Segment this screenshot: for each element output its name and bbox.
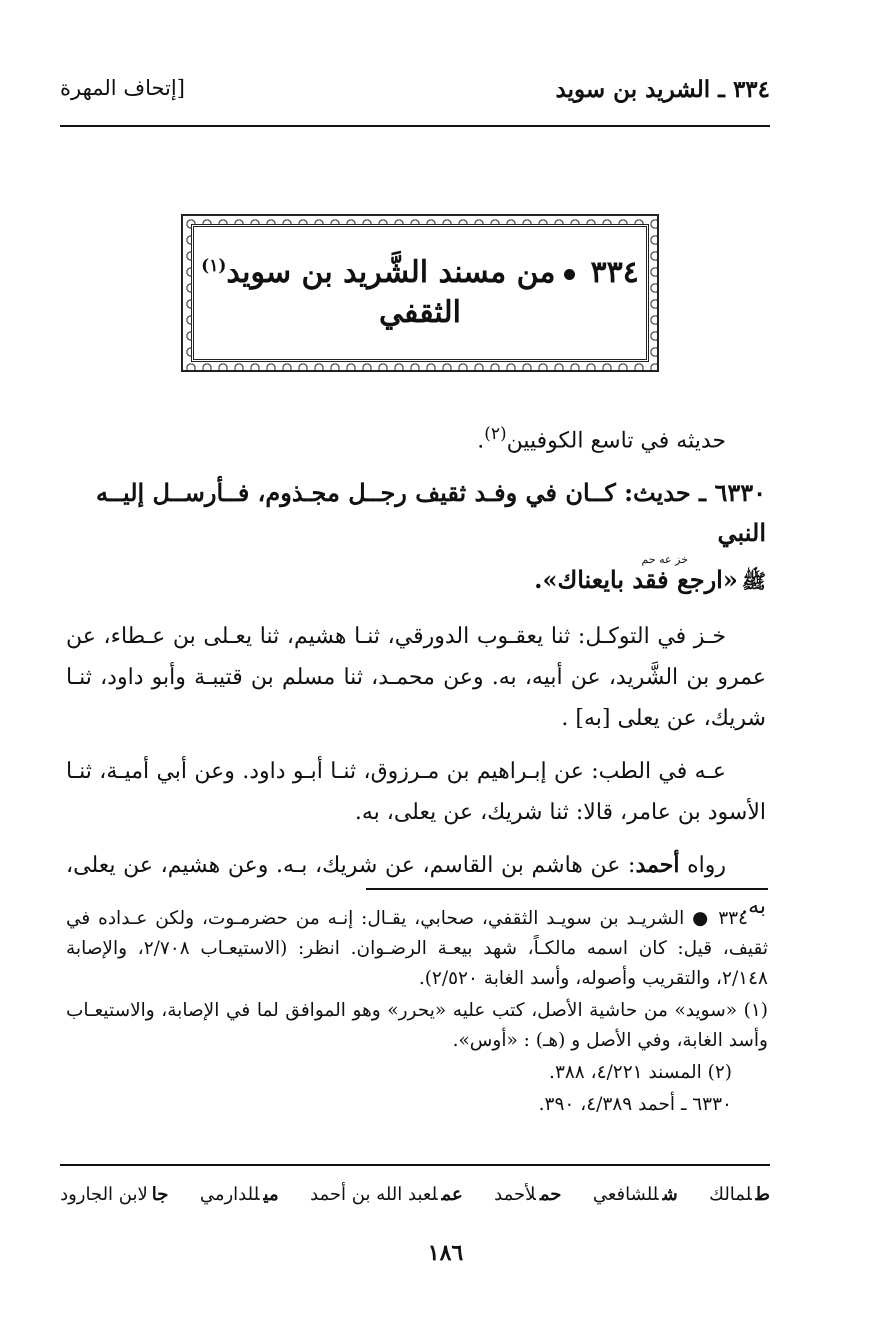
salla-ligature-icon: ﷺ xyxy=(741,569,766,594)
ornamental-title-frame xyxy=(181,214,659,372)
intro-end: . xyxy=(477,428,485,454)
p3-rest: : عن هاشم بن القاسم، عن شريك، بـه. وعن هشيم، عن يعلى، به. xyxy=(66,853,766,920)
sigla-item-abdullah: عملعبد الله بن أحمد xyxy=(310,1184,463,1205)
running-title: ٣٣٤ ـ الشريد بن سويد xyxy=(555,76,770,103)
p3-prefix: رواه xyxy=(679,853,726,879)
footnote-1: (١) «سويد» من حاشية الأصل، كتب عليه «يحرر» وهو الموافق لما في الإصابة، والاستيعـاب وأسد الغابة، وفي الأصل و (هـ) : «أوس». xyxy=(66,1000,768,1051)
sigla-key-rule xyxy=(60,1164,770,1166)
sigla-item-malik: طلمالك xyxy=(709,1184,770,1205)
p3-ahmad: أحمد xyxy=(635,852,680,879)
chapter-title-line-1 xyxy=(194,247,646,292)
bullet-icon xyxy=(564,269,575,280)
chain-paragraph-2: عـه في الطب: عن إبـراهيم بن مـرزوق، ثنـا أبـو داود. وعن أبي أميـة، ثنـا الأسود بن عامر، قالا: ثنا شريك، عن يعلى، به. xyxy=(66,759,766,826)
book-title: [إتحاف المهرة xyxy=(60,76,185,100)
sigla-item-shafii: شللشافعي xyxy=(592,1184,678,1205)
page-number: ١٨٦ xyxy=(427,1240,464,1266)
chapter-title-box xyxy=(191,224,649,362)
footnote-rule xyxy=(366,888,768,890)
sigla-key xyxy=(60,1184,770,1205)
footnote-biography: ٣٣٤ ● الشريـد بن سويـد الثقفي، صحابي، يقـال: إنـه من حضرمـوت، ولكن عـداده في ثقيف، قيل: كان اسمه مالكـاً، شهد بيعـة الرضـوان. انظر: (الاستيعـاب ٢/٧٠٨، والإصابة ٢/١٤٨، والتقريب وأصوله، وأسد الغابة ٢/٥٢٠). xyxy=(66,908,768,989)
footnote-3: ٦٣٣٠ ـ أحمد ٤/٣٨٩، ٣٩٠. xyxy=(538,1094,732,1115)
hadith-heading: ٦٣٣٠ ـ حديث: كــان في وفـد ثقيف رجــل مجـذوم، فــأرســل إليــه النبي xyxy=(96,478,766,548)
footnote-ref-2: (٢) xyxy=(484,424,507,444)
footnotes xyxy=(66,904,768,1122)
sigla-item-ibn-jarud: جالابن الجارود xyxy=(60,1184,169,1205)
intro-paragraph xyxy=(66,414,766,461)
footnote-ref-1: (١) xyxy=(201,256,227,276)
sigla-item-darimi: ميللدارمي xyxy=(199,1184,279,1205)
header-rule xyxy=(60,125,770,127)
footnote-2: (٢) المسند ٤/٢٢١، ٣٨٨. xyxy=(549,1062,732,1083)
running-header xyxy=(60,76,770,112)
chain-paragraph-1: خـز في التوكـل: ثنا يعقـوب الدورقي، ثنـا هشيم، ثنا يعـلى بن عـطاء، عن عمرو بن الشَّريد، عن أبيه، به. وعن محمـد، ثنا مسلم بن قتيبـة وأبو داود، ثنـا شريك، عن يعلى [به] . xyxy=(66,624,766,732)
hadith-sigla: خز عه حم xyxy=(641,553,688,567)
chapter-number: ٣٣٤ xyxy=(590,255,639,290)
hadith-text: «ارجع فقد بايعناك». xyxy=(534,565,738,595)
chapter-title-line-2: الثقفي xyxy=(379,295,461,330)
sigla-item-ahmad: حملأحمد xyxy=(494,1184,562,1205)
main-text xyxy=(66,414,766,939)
chapter-title-text: من مسند الشَّريد بن سويد xyxy=(226,255,556,290)
hadith-heading-continued xyxy=(66,553,766,600)
intro-text: حديثه في تاسع الكوفيين xyxy=(506,428,726,454)
